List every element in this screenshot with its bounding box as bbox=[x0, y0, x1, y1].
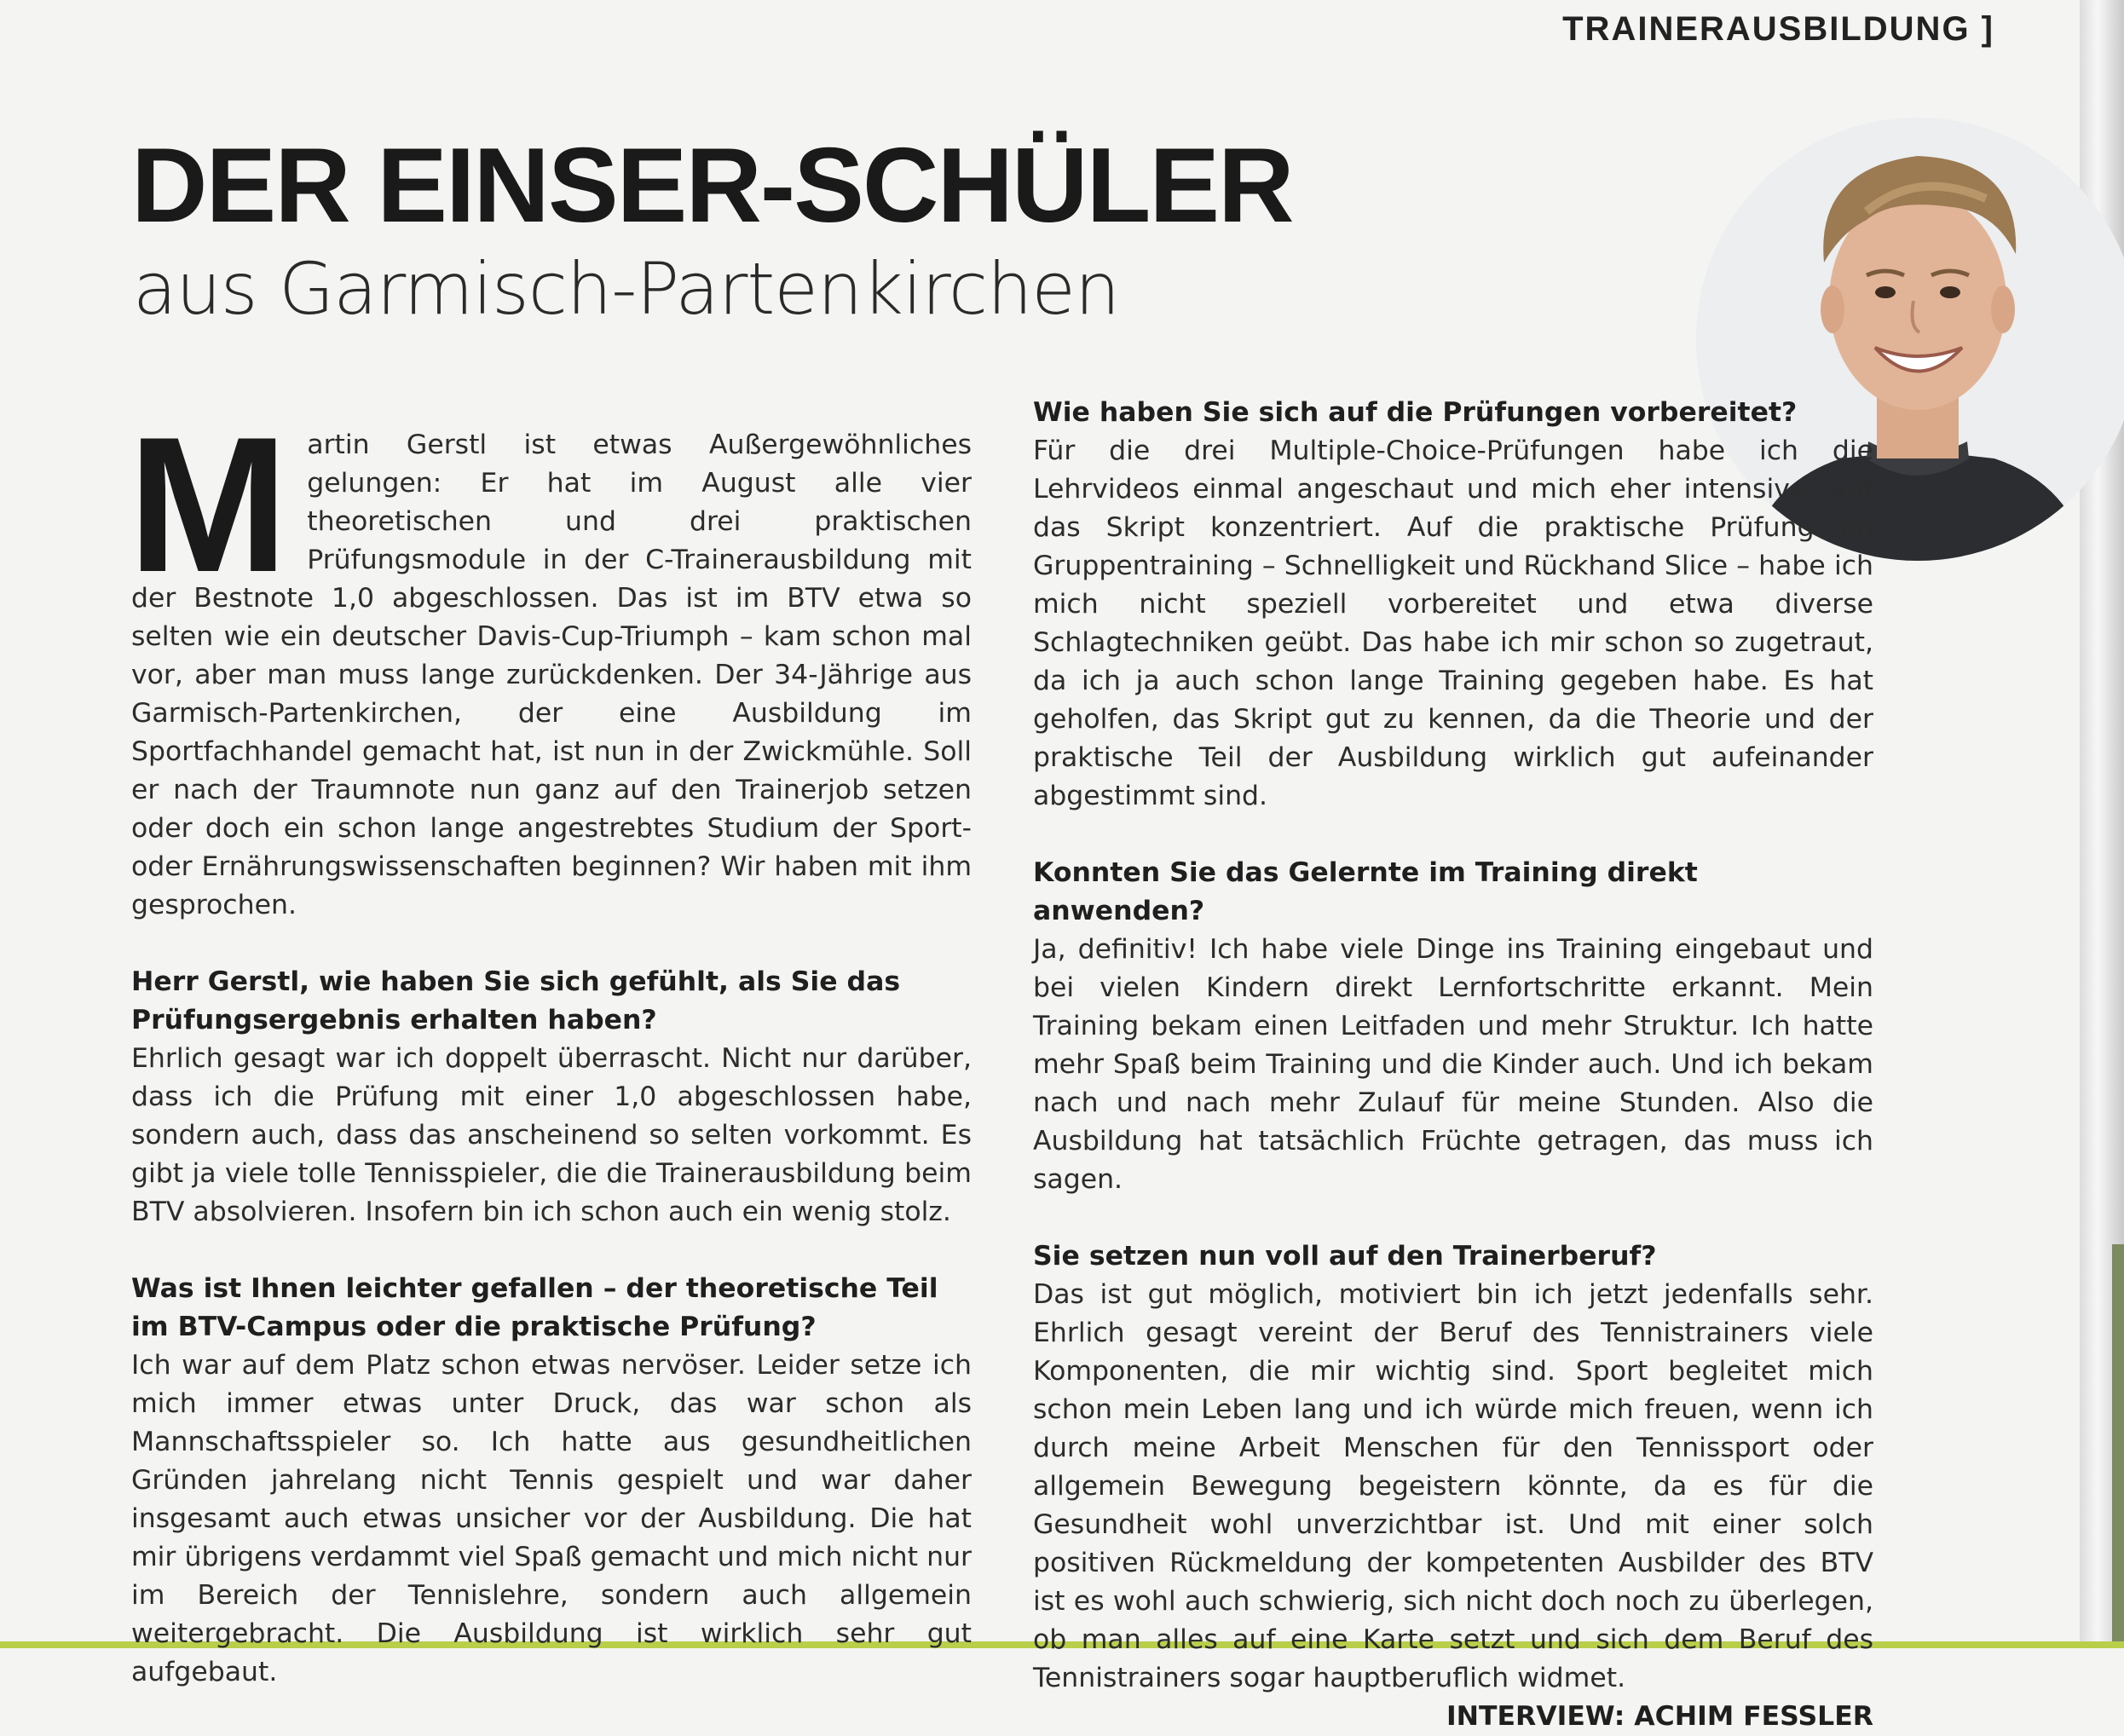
answer-4: Ja, definitiv! Ich habe viele Dinge ins Training eingebaut und bei vielen Kindern direkt Lernfortschritte erkannt. Mein Training bekam einen Leitfaden und mehr Struktur. Ich hatte mehr Spaß beim Training und die Kinder auch. Und ich bekam nach und nach mehr Zulauf für meine Stunden. Also die Ausbildung hat tatsächlich Früchte getragen, das muss ich sagen. bbox=[1033, 934, 1873, 1195]
answer-2: Ich war auf dem Platz schon etwas nervöser. Leider setze ich mich immer etwas unter Druck, das war schon als Mannschaftsspieler so. Ich hatte aus gesundheitlichen Gründen jahrelang nicht Tennis gespielt und war daher insgesamt auch etwas unsicher vor der Ausbildung. Die hat mir übrigens verdammt viel Spaß gemacht und mich nicht nur im Bereich der Tennislehre, sondern auch allgemein weitergebracht. Die Ausbildung ist wirklich sehr gut aufgebaut. bbox=[131, 1350, 972, 1687]
intro-paragraph bbox=[128, 396, 972, 925]
question-1: Herr Gerstl, wie haben Sie sich gefühlt, als Sie das Prüfungsergebnis erhalten haben? bbox=[131, 966, 901, 1035]
headline: DER EINSER-SCHÜLER bbox=[131, 127, 1293, 245]
answer-1: Ehrlich gesagt war ich doppelt überrascht. Nicht nur darüber, dass ich die Prüfung mit einer 1,0 abgeschlossen habe, sondern auch, dass das anscheinend so selten vorkommt. Es gibt ja viele tolle Tennisspieler, die die Trainerausbildung beim BTV absolvieren. Insofern bin ich schon auch ein wenig stolz. bbox=[131, 1043, 972, 1227]
dropcap: M bbox=[128, 396, 289, 612]
subheadline: aus Garmisch-Partenkirchen bbox=[133, 247, 1120, 331]
question-2: Was ist Ihnen leichter gefallen – der theoretische Teil im BTV-Campus oder die praktische Prüfung? bbox=[131, 1273, 938, 1342]
answer-5-text: Das ist gut möglich, motiviert bin ich jetzt jedenfalls sehr. Ehrlich gesagt vereint der Beruf des Tennistrainers viele Komponenten, die mir wichtig sind. Sport begleitet mich schon mein Leben lang und ich würde mich freuen, wenn ich durch meine Arbeit Menschen für den Tennissport oder allgemein Bewegung begeistern könnte, da es für die Gesundheit wohl unverzichtbar ist. Und mit einer solch positiven Rückmeldung der kompetenten Ausbilder des BTV ist es wohl auch schwierig, sich nicht doch noch zu überlegen, ob man alles auf eine Karte setzt und sich dem Beruf des Tennistrainers sogar hauptberuflich widmet. bbox=[1033, 1279, 1873, 1693]
answer-5 bbox=[1033, 1276, 1873, 1732]
answer-3: Für die drei Multiple-Choice-Prüfungen habe ich die Lehrvideos einmal angeschaut und mich eher intensiver auf das Skript konzentriert. Auf die praktische Prüfung im Gruppentraining – Schnelligkeit und Rückhand Slice – habe ich mich nicht speziell vorbereitet und etwa diverse Schlagtechniken geübt. Das habe ich mir schon so zugetraut, da ich ja auch schon lange Training gegeben habe. Es hat geholfen, das Skript gut zu kennen, da die Theorie und der praktische Teil der Ausbildung wirklich gut aufeinander abgestimmt sind. bbox=[1033, 435, 1873, 811]
question-3: Wie haben Sie sich auf die Prüfungen vorbereitet? bbox=[1033, 397, 1798, 428]
intro-text: artin Gerstl ist etwas Außergewöhnliches gelungen: Er hat im August alle vier theoretischen und drei praktischen Prüfungsmodule in der C-Trainerausbildung mit der Bestnote 1,0 abgeschlossen. Das ist im BTV etwa so selten wie ein deutscher Davis-Cup-Triumph – kam schon mal vor, aber man muss lange zurückdenken. Der 34-Jährige aus Garmisch-Partenkirchen, der eine Ausbildung im Sportfachhandel gemacht hat, ist nun in der Zwickmühle. Soll er nach der Traumnote nun ganz auf den Trainerjob setzen oder doch ein schon lange angestrebtes Studium der Sport- oder Ernährungswissenschaften beginnen? Wir haben mit ihm gesprochen. bbox=[131, 430, 972, 920]
column-left bbox=[128, 396, 972, 1692]
interview-credit: INTERVIEW: ACHIM FESSLER bbox=[1446, 1701, 1873, 1732]
column-right bbox=[1033, 394, 1873, 1736]
next-page-strip bbox=[2112, 1244, 2124, 1648]
section-label: TRAINERAUSBILDUNG ] bbox=[1562, 10, 1994, 48]
question-4: Konnten Sie das Gelernte im Training direkt anwenden? bbox=[1033, 857, 1698, 926]
question-5: Sie setzen nun voll auf den Trainerberuf? bbox=[1033, 1241, 1657, 1272]
